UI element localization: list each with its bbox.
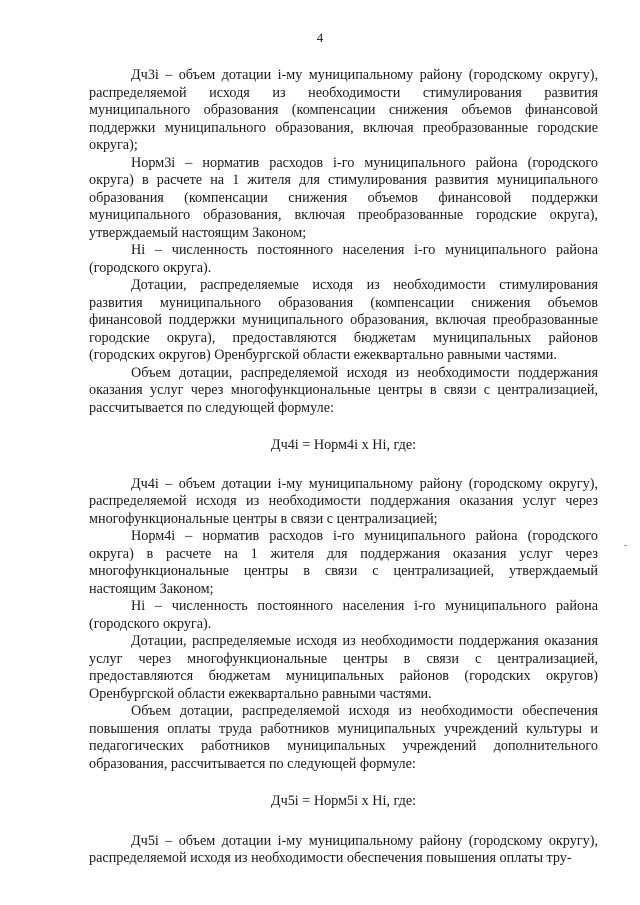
paragraph-population-definition: Нi – численность постоянного населения i-го муниципального района (городского округа). — [89, 598, 598, 632]
document-body — [89, 67, 598, 868]
paragraph-dotation-stimulation: Дотации, распределяемые исходя из необходимости стимулирования развития муниципального образования (компенсации снижения объемов финансовой поддержки муниципального образования, включая преобразованные городские округа), предоставляются бюджетам муниципальных районов (городских округов) Оренбургской области ежеквартально равными частями. — [89, 277, 598, 363]
paragraph-dch3-definition: Дч3i – объем дотации i-му муниципальному району (городскому округу), распределяемой исходя из необходимости стимулирования развития муниципального образования (компенсации снижения объемов финансовой поддержки муниципального образования, включая преобразованные городские округа); — [89, 67, 598, 153]
paragraph-norm3-definition: Норм3i – норматив расходов i-го муниципального района (городского округа) в расчете на 1 жителя для стимулирования развития муниципального образования (компенсации снижения объемов финансовой поддержки муниципального образования, включая преобразованные городские округа), утверждаемый настоящим Законом; — [89, 154, 598, 241]
formula-dch5: Дч5i = Норм5i x Нi, где: — [270, 793, 417, 809]
formula-dch4: Дч4i = Норм4i x Нi, где: — [270, 437, 417, 453]
scan-artifact-mark — [624, 545, 627, 546]
paragraph-population-definition: Нi – численность постоянного населения i-го муниципального района (городского округа). — [89, 242, 598, 276]
paragraph-dotation-mfc: Дотации, распределяемые исходя из необходимости поддержания оказания услуг через многофункциональные центры в связи с централизацией, предоставляются бюджетам муниципальных районов (городских округов) Оренбургской области ежеквартально равными частями. — [89, 633, 598, 702]
paragraph-mfc-intro: Объем дотации, распределяемой исходя из необходимости поддержания оказания услуг через многофункциональные центры в связи с централизацией, рассчитывается по следующей формуле: — [89, 364, 598, 416]
paragraph-norm4-definition: Норм4i – норматив расходов i-го муниципального района (городского округа) в расчете на 1 жителя для поддержания оказания услуг через многофункциональные центры в связи с централизацией, утверждаемый настоящим Законом; — [89, 528, 598, 597]
paragraph-salary-intro: Объем дотации, распределяемой исходя из необходимости обеспечения повышения оплаты труда работников муниципальных учреждений культуры и педагогических работников муниципальных учреждений дополнительного образования, рассчитывается по следующей формуле: — [89, 703, 598, 772]
paragraph-dch4-definition: Дч4i – объем дотации i-му муниципальному району (городскому округу), распределяемой исходя из необходимости поддержания оказания услуг через многофункциональные центры в связи с централизацией; — [89, 475, 598, 527]
page-number: 4 — [316, 30, 324, 45]
paragraph-dch5-definition: Дч5i – объем дотации i-му муниципальному району (городскому округу), распределяемой исходя из необходимости обеспечения повышения оплаты тру- — [89, 832, 598, 866]
